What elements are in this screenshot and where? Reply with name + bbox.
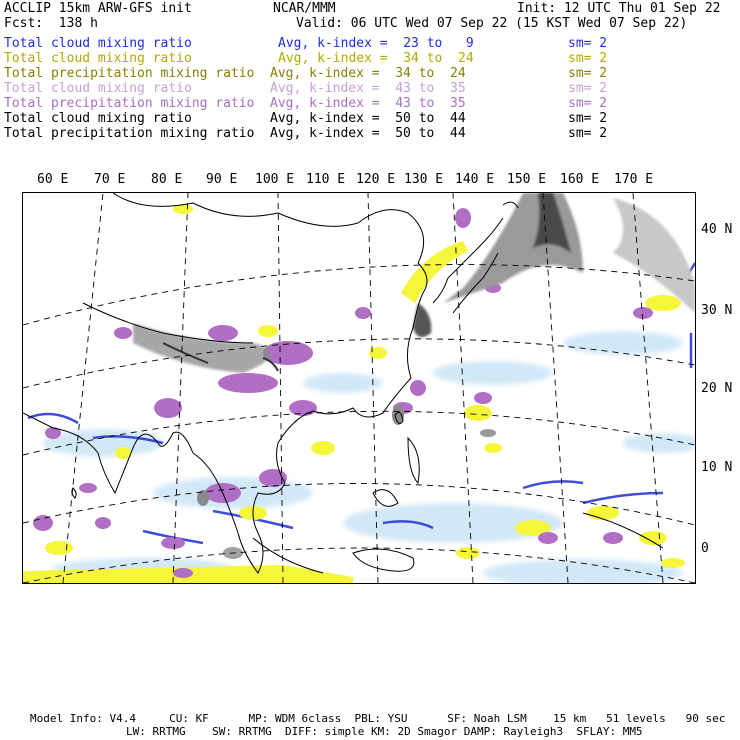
longitude-label: 100 E: [255, 172, 295, 187]
latitude-label: 20 N: [701, 381, 733, 396]
longitude-label: 90 E: [206, 172, 238, 187]
field-name: Total precipitation mixing ratio: [4, 96, 255, 111]
plot-title: ACCLIP 15km ARW-GFS init: [4, 1, 192, 16]
field-name: Total cloud mixing ratio: [4, 111, 192, 126]
model-info-line1: Model Info: V4.4 CU: KF MP: WDM 6class PBL: YSU SF: Noah LSM 15 km 51 levels 90 sec: [30, 712, 726, 725]
field-smoothing: sm= 2: [568, 96, 608, 111]
longitude-label: 70 E: [94, 172, 126, 187]
latitude-label: 10 N: [701, 460, 733, 475]
field-k-index: Avg, k-index = 34 to 24: [278, 51, 474, 66]
low-cloud-light-field: [43, 331, 695, 583]
low-cloud-field: [28, 263, 695, 543]
latitude-label: 0: [701, 541, 709, 556]
field-name: Total precipitation mixing ratio: [4, 126, 255, 141]
init-time: Init: 12 UTC Thu 01 Sep 22: [517, 1, 721, 16]
field-k-index: Avg, k-index = 23 to 9: [278, 36, 474, 51]
field-name: Total precipitation mixing ratio: [4, 66, 255, 81]
field-smoothing: sm= 2: [568, 81, 608, 96]
model-info-line2: LW: RRTMG SW: RRTMG DIFF: simple KM: 2D Smagor DAMP: Rayleigh3 SFLAY: MM5: [126, 725, 643, 738]
longitude-label: 80 E: [151, 172, 183, 187]
field-k-index: Avg, k-index = 50 to 44: [270, 111, 466, 126]
longitude-label: 140 E: [455, 172, 495, 187]
field-smoothing: sm= 2: [568, 126, 608, 141]
field-smoothing: sm= 2: [568, 66, 608, 81]
field-smoothing: sm= 2: [568, 36, 608, 51]
longitude-label: 160 E: [560, 172, 600, 187]
field-smoothing: sm= 2: [568, 111, 608, 126]
field-smoothing: sm= 2: [568, 51, 608, 66]
longitude-label: 120 E: [356, 172, 396, 187]
valid-time: Valid: 06 UTC Wed 07 Sep 22 (15 KST Wed 07 Sep 22): [296, 16, 688, 31]
field-name: Total cloud mixing ratio: [4, 51, 192, 66]
field-k-index: Avg, k-index = 50 to 44: [270, 126, 466, 141]
map-canvas: [23, 193, 695, 583]
forecast-hour: Fcst: 138 h: [4, 16, 98, 31]
longitude-label: 130 E: [404, 172, 444, 187]
field-name: Total cloud mixing ratio: [4, 81, 192, 96]
map-panel: [22, 192, 696, 584]
latitude-label: 40 N: [701, 222, 733, 237]
field-k-index: Avg, k-index = 34 to 24: [270, 66, 466, 81]
field-name: Total cloud mixing ratio: [4, 36, 192, 51]
field-k-index: Avg, k-index = 43 to 35: [270, 81, 466, 96]
field-k-index: Avg, k-index = 43 to 35: [270, 96, 466, 111]
longitude-label: 170 E: [614, 172, 654, 187]
latitude-label: 30 N: [701, 303, 733, 318]
longitude-label: 60 E: [37, 172, 69, 187]
longitude-label: 110 E: [306, 172, 346, 187]
longitude-label: 150 E: [507, 172, 547, 187]
center-label: NCAR/MMM: [273, 1, 336, 16]
